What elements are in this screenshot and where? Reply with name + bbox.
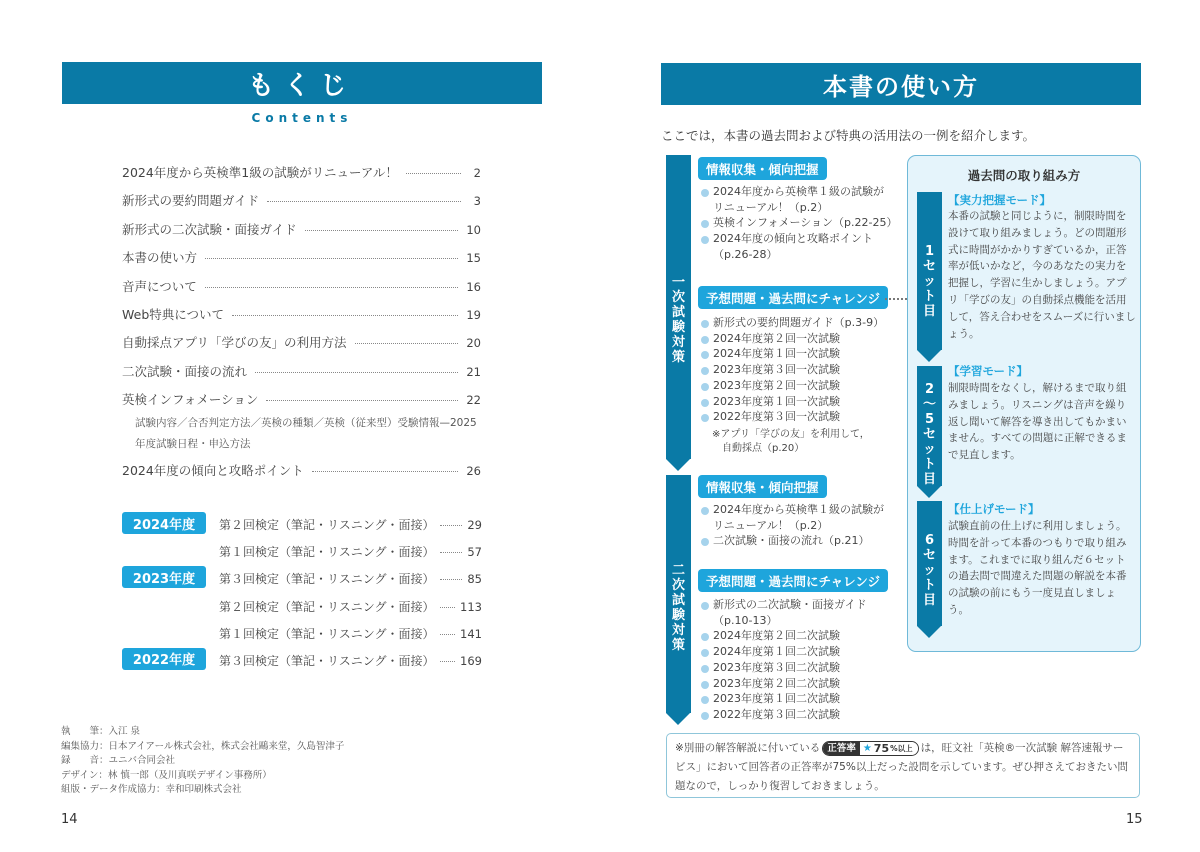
- mode-label-study: 【学習モード】: [948, 364, 1029, 378]
- mode-text: 本番の試験と同じように，制限時間を設けて取り組みましょう。どの問題形式に時間がかかりすぎているか，正答率が低いかなど，今のあなたの実力を把握し，学習に生かしましょう。アプリ「学びの友」の自動採点機能を活用して，答え合わせをスムーズに行いましょう。: [948, 210, 1136, 340]
- toc-item[interactable]: 自動採点アプリ「学びの友」の利用方法 20: [122, 335, 481, 351]
- down-arrow-icon: [666, 713, 690, 725]
- leader-dots: [312, 471, 459, 472]
- toc-subitems: 試験内容／合否判定方法／英検の種類／英検（従来型）受験情報—2025年度試験日程・申込方法: [135, 416, 477, 450]
- credits: 執 筆：入江 泉 編集協力：日本アイアール株式会社，株式会社鷗来堂，久島智津子 録 音：ユニバ合同会社 デザイン：林 慎一郎（及川真咲デザイン事務所） 組版・データ作成協力：幸和印刷株式会社: [61, 726, 345, 795]
- toc-list: [122, 163, 481, 489]
- set-bar-1: 1 セ ッ ト 目: [917, 192, 942, 350]
- intro-text: ここでは，本書の過去問および特典の活用法の一例を紹介します。: [661, 128, 1036, 143]
- down-arrow-icon: [917, 626, 941, 638]
- leader-dots: [205, 287, 459, 288]
- toc-item[interactable]: Web特典について 19: [122, 306, 481, 322]
- leader-dots: [440, 525, 463, 526]
- accuracy-rate-badge: 正答率 ★ 75 %以上: [822, 741, 918, 756]
- mode-label-practice: 【実力把握モード】: [948, 193, 1052, 207]
- star-icon: ★: [862, 742, 872, 754]
- exam-item[interactable]: 2023年度 第３回検定（筆記・リスニング・面接） 85: [122, 565, 482, 592]
- toc-item[interactable]: 二次試験・面接の流れ 21: [122, 363, 481, 379]
- toc-item[interactable]: 2024年度から英検準1級の試験がリニューアル！ 2: [122, 165, 481, 180]
- toc-item[interactable]: 本書の使い方 15: [122, 250, 481, 266]
- method-title: 過去問の取り組み方: [967, 168, 1081, 183]
- exam-item[interactable]: 第１回検定（筆記・リスニング・面接） 57: [219, 545, 482, 560]
- mode-label-finish: 【仕上げモード】: [948, 502, 1040, 516]
- leader-dots: [406, 173, 461, 174]
- info-gathering-head: 情報収集・傾向把握: [698, 157, 827, 180]
- first-stage-label: 一 次 試 験 対 策: [671, 275, 685, 365]
- contents-subtitle: Contents: [251, 111, 353, 125]
- mode-text: 制限時間をなくし，解けるまで取り組みましょう。リスニングは音声を繰り返し聞いて解答を導き出してもかまいません。すべての問題に正解できるまで見直します。: [948, 382, 1127, 462]
- leader-dots: [305, 230, 459, 231]
- year-badge: 2023年度: [122, 566, 206, 588]
- leader-dots: [440, 634, 456, 635]
- info-gathering-head: 情報収集・傾向把握: [698, 475, 827, 498]
- toc-item[interactable]: 音声について 16: [122, 278, 481, 294]
- second-stage-label: 二 次 試 験 対 策: [671, 563, 685, 653]
- down-arrow-icon: [917, 350, 941, 362]
- challenge-head: 予想問題・過去問にチャレンジ: [698, 569, 888, 592]
- exam-item[interactable]: 2024年度 第２回検定（筆記・リスニング・面接） 29: [122, 511, 482, 538]
- toc-item[interactable]: 英検インフォメーション 22: [122, 392, 481, 408]
- howto-title: 本書の使い方: [661, 63, 1141, 105]
- leader-dots: [440, 607, 456, 608]
- second-stage-bar: [666, 475, 691, 713]
- leader-dots: [267, 201, 461, 202]
- toc-item[interactable]: 新形式の要約問題ガイド 3: [122, 193, 481, 209]
- leader-dots: [232, 315, 458, 316]
- mode-text: 試験直前の仕上げに利用しましょう。時間を計って本番のつもりで取り組みます。これまでに取り組んだ６セットの過去問で間違えた問題の解説を本番の試験の前にもう一度見直しましょう。: [948, 520, 1127, 616]
- year-badge: 2022年度: [122, 648, 206, 670]
- leader-dots: [255, 372, 458, 373]
- leader-dots: [440, 661, 456, 662]
- page-number: 15: [1126, 812, 1143, 827]
- challenge-head: 予想問題・過去問にチャレンジ: [698, 286, 888, 309]
- contents-title: もくじ: [62, 62, 542, 104]
- set-bar-6: 6 セ ッ ト 目: [917, 501, 942, 626]
- leader-dots: [205, 258, 458, 259]
- accuracy-note: ※別冊の解答解説に付いている 正答率 ★ 75 %以上 は，旺文社「英検®一次試験 解答速報サービス」において回答者の正答率が75%以上だった設問を示しています。ぜひ押さえておきたい問題なので，しっかり復習しておきましょう。: [666, 733, 1140, 798]
- second-challenge-list: 新形式の二次試験・面接ガイド （p.10-13） 2024年度第２回二次試験 2024年度第１回二次試験 2023年度第３回二次試験 2023年度第２回二次試験 2023年度第１回二次試験 2022年度第３回二次試験: [700, 597, 867, 723]
- toc-item[interactable]: 2024年度の傾向と攻略ポイント 26: [122, 462, 481, 478]
- right-page-howto: [600, 0, 1200, 852]
- exam-item[interactable]: 第２回検定（筆記・リスニング・面接） 113: [219, 599, 482, 614]
- first-stage-bar: [666, 155, 691, 459]
- down-arrow-icon: [917, 486, 941, 498]
- first-info-list: 2024年度から英検準１級の試験が リニューアル！（p.2） 英検インフォメーション（p.22-25） 2024年度の傾向と攻略ポイント （p.26-28）: [700, 184, 897, 263]
- leader-dots: [440, 552, 463, 553]
- exam-item[interactable]: 第１回検定（筆記・リスニング・面接） 141: [219, 626, 482, 641]
- practice-method-box: [907, 155, 1141, 652]
- year-badge: 2024年度: [122, 512, 206, 534]
- exam-item[interactable]: 2022年度 第３回検定（筆記・リスニング・面接） 169: [122, 647, 482, 674]
- leader-dots: [355, 343, 459, 344]
- exam-list: [122, 511, 482, 674]
- connector-dots: [885, 298, 907, 300]
- page-number: 14: [61, 812, 78, 827]
- set-bar-2-5: 2 〜 5 セ ッ ト 目: [917, 366, 942, 486]
- leader-dots: [266, 400, 458, 401]
- first-challenge-list: 新形式の要約問題ガイド（p.3-9） 2024年度第２回一次試験 2024年度第１回一次試験 2023年度第３回一次試験 2023年度第２回一次試験 2023年度第１回一次試験 2022年度第３回一次試験 ※アプリ「学びの友」を利用して， 自動採点（p.20）: [700, 315, 884, 456]
- second-info-list: 2024年度から英検準１級の試験が リニューアル！（p.2） 二次試験・面接の流れ（p.21）: [700, 502, 884, 549]
- toc-item[interactable]: 新形式の二次試験・面接ガイド 10: [122, 221, 481, 237]
- leader-dots: [440, 579, 463, 580]
- down-arrow-icon: [666, 459, 690, 471]
